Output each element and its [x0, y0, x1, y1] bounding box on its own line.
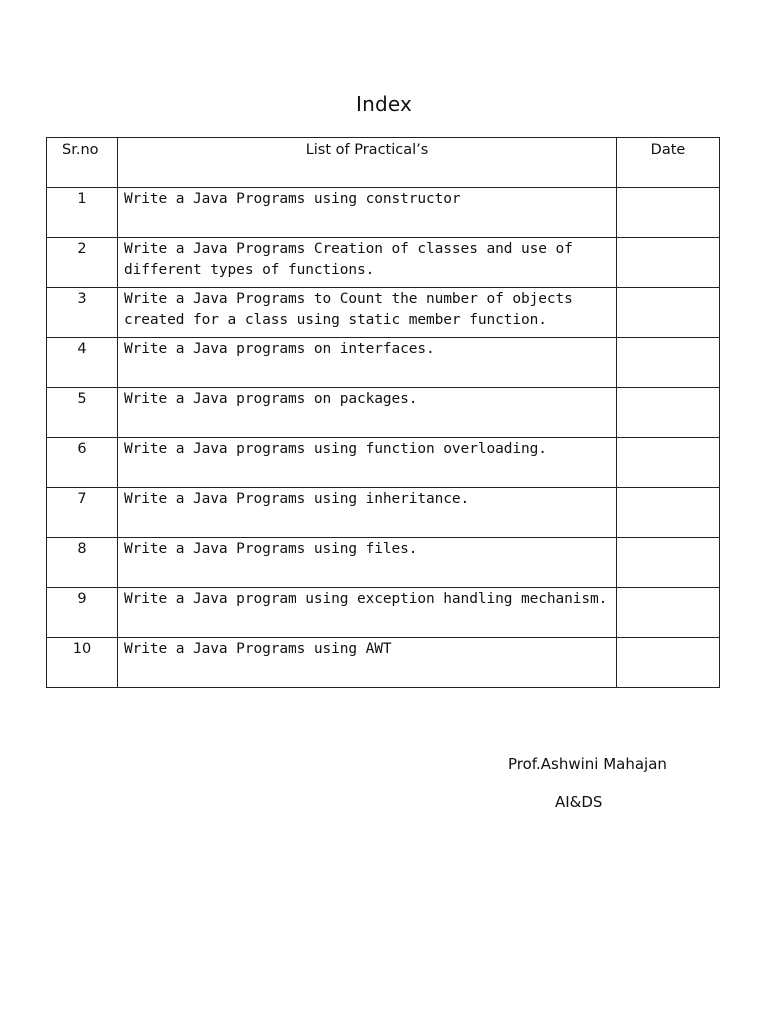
table-row [47, 338, 720, 388]
practical-cell: Write a Java Programs to Count the number of objects created for a class using static member function. [118, 288, 617, 338]
header-sr-no-label: Sr.no [62, 142, 99, 158]
practical-cell: Write a Java programs on interfaces. [118, 338, 617, 388]
date-cell [617, 188, 720, 238]
signature-name: Prof.Ashwini Mahajan [508, 755, 667, 773]
header-row [47, 138, 720, 188]
table-row [47, 188, 720, 238]
sr-no-cell: 6 [47, 438, 118, 488]
sr-no-cell: 8 [47, 538, 118, 588]
practical-cell: Write a Java Programs using constructor [118, 188, 617, 238]
practical-cell: Write a Java program using exception handling mechanism. [118, 588, 617, 638]
sr-no-cell: 4 [47, 338, 118, 388]
sr-no-cell: 2 [47, 238, 118, 288]
table-row [47, 438, 720, 488]
sr-no-cell: 10 [47, 638, 118, 688]
sr-no-cell: 7 [47, 488, 118, 538]
practical-cell: Write a Java Programs Creation of classes and use of different types of functions. [118, 238, 617, 288]
date-cell [617, 638, 720, 688]
sr-no-cell: 9 [47, 588, 118, 638]
date-cell [617, 588, 720, 638]
header-list-of-practicals [118, 138, 617, 188]
table-row [47, 538, 720, 588]
table-row [47, 488, 720, 538]
date-cell [617, 338, 720, 388]
date-cell [617, 538, 720, 588]
signature-department: AI&DS [555, 793, 603, 811]
table-row [47, 238, 720, 288]
practicals-index-table [46, 137, 720, 688]
sr-no-cell: 3 [47, 288, 118, 338]
sr-no-cell: 1 [47, 188, 118, 238]
page-title: Index [355, 92, 413, 116]
practical-cell: Write a Java Programs using inheritance. [118, 488, 617, 538]
table-row [47, 288, 720, 338]
table-row [47, 638, 720, 688]
header-list-label: List of Practical’s [305, 142, 429, 158]
practical-cell: Write a Java Programs using files. [118, 538, 617, 588]
date-cell [617, 388, 720, 438]
header-date [617, 138, 720, 188]
table-header [47, 138, 720, 188]
table-row [47, 588, 720, 638]
header-sr-no [47, 138, 118, 188]
table-body [47, 188, 720, 688]
practical-cell: Write a Java programs on packages. [118, 388, 617, 438]
date-cell [617, 238, 720, 288]
date-cell [617, 288, 720, 338]
table-row [47, 388, 720, 438]
sr-no-cell: 5 [47, 388, 118, 438]
practical-cell: Write a Java programs using function overloading. [118, 438, 617, 488]
practical-cell: Write a Java Programs using AWT [118, 638, 617, 688]
date-cell [617, 488, 720, 538]
date-cell [617, 438, 720, 488]
header-date-label: Date [650, 142, 686, 158]
